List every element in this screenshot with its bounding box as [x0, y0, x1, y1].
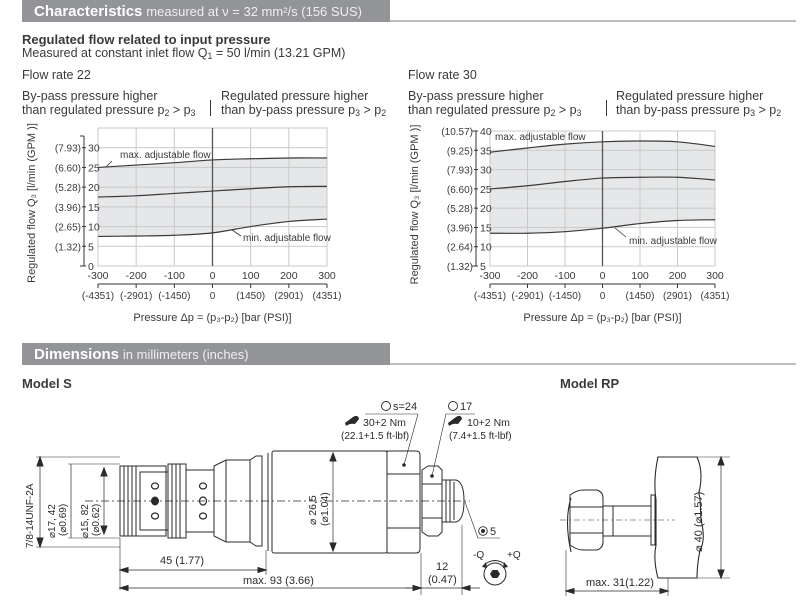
minus-q-label: -Q: [473, 550, 485, 561]
svg-text:-200: -200: [125, 270, 147, 282]
svg-text:(1.32): (1.32): [54, 242, 81, 254]
chart-heading: Regulated flow related to input pressure: [22, 32, 271, 47]
svg-text:(6.60): (6.60): [54, 163, 81, 175]
svg-text:40: 40: [480, 126, 492, 138]
svg-text:min. adjustable flow: min. adjustable flow: [629, 236, 717, 247]
svg-text:(7.93): (7.93): [54, 143, 81, 155]
svg-text:(2901): (2901): [274, 291, 304, 302]
svg-text:15: 15: [88, 201, 100, 214]
svg-text:(-4351): (-4351): [81, 291, 115, 302]
torque2-nm: 10+2 Nm: [467, 417, 510, 429]
svg-text:(6.60): (6.60): [446, 184, 473, 196]
svg-text:200: 200: [668, 270, 687, 282]
svg-text:(-4351): (-4351): [473, 291, 507, 302]
svg-text:Pressure Δp = (p₃-p₂) [bar (PS: Pressure Δp = (p₃-p₂) [bar (PSI)]: [133, 312, 292, 324]
svg-text:-300: -300: [87, 270, 109, 282]
svg-text:20: 20: [88, 182, 100, 195]
svg-text:min. adjustable flow: min. adjustable flow: [243, 233, 331, 244]
torque1-nm: 30+2 Nm: [363, 417, 406, 429]
svg-text:(1.32): (1.32): [446, 262, 473, 273]
svg-text:25: 25: [88, 162, 100, 175]
svg-text:(7.93): (7.93): [446, 165, 473, 177]
chart2-region-divider: [606, 100, 607, 116]
svg-text:100: 100: [631, 270, 649, 282]
model-rp-drawing: [540, 390, 800, 600]
measured-note: [22, 46, 345, 61]
dia3-in-label: (⌀1.04): [319, 492, 331, 526]
rp-dia-label: ⌀ 40 (⌀1.57): [693, 491, 705, 552]
svg-text:0: 0: [209, 291, 216, 302]
right-region-line2: than by-pass pressure p: [616, 103, 751, 117]
dimensions-rule: [390, 363, 796, 365]
svg-text:(5.28): (5.28): [446, 204, 473, 216]
svg-text:(5.28): (5.28): [54, 183, 81, 195]
svg-text:(10.57): (10.57): [441, 127, 473, 138]
measured-sub: 1: [207, 51, 213, 61]
characteristics-title: Characteristics: [34, 3, 143, 20]
measured-suffix: = 50 l/min (13.21 GPM): [212, 46, 346, 60]
measured-prefix: Measured at constant inlet flow Q: [22, 46, 208, 60]
svg-text:(9.25): (9.25): [446, 146, 473, 158]
svg-text:-200: -200: [516, 270, 539, 282]
svg-text:(2.65): (2.65): [54, 222, 81, 234]
svg-text:-100: -100: [554, 270, 576, 282]
svg-text:Pressure Δp = (p₃-p₂) [bar (PS: Pressure Δp = (p₃-p₂) [bar (PSI)]: [523, 312, 682, 324]
characteristics-subtitle: measured at ν = 32 mm²/s (156 SUS): [146, 4, 362, 19]
chart2-left-region-label: By-pass pressure higher than regulated pressure $p_2 > p_3$: [408, 89, 582, 118]
torque-wrench-icon: [345, 416, 359, 426]
svg-text:30: 30: [480, 164, 492, 177]
thread-label: 7/8-14UNF-2A: [25, 483, 36, 548]
svg-text:(3.96): (3.96): [54, 202, 81, 214]
chart2-right-region-label: Regulated pressure higher than by-pass pressure $p_3 > p_2$: [616, 89, 782, 118]
svg-text:300: 300: [318, 270, 336, 282]
torque2-ftlbf: (7.4+1.5 ft-lbf): [449, 431, 512, 442]
svg-text:25: 25: [480, 183, 492, 196]
characteristics-rule: [390, 20, 796, 22]
svg-text:30: 30: [88, 142, 100, 155]
svg-text:0: 0: [599, 270, 606, 282]
model-rp-label: Model RP: [560, 376, 620, 391]
hex-key-size: 5: [490, 526, 497, 538]
svg-text:max. adjustable flow: max. adjustable flow: [495, 132, 586, 143]
model-s-label: Model S: [22, 376, 72, 391]
dia1-mm-label: ⌀17, 42: [47, 504, 58, 538]
svg-text:300: 300: [706, 270, 724, 282]
dia2-mm-label: ⌀15, 82: [80, 504, 91, 538]
svg-text:(3.96): (3.96): [446, 223, 473, 235]
chart-flow-rate-30: [400, 118, 800, 328]
svg-text:15: 15: [480, 222, 492, 235]
dia1-in-label: (⌀0.69): [58, 503, 69, 536]
svg-text:(2901): (2901): [663, 291, 692, 302]
svg-text:-100: -100: [163, 270, 185, 282]
length-max93-label: max. 93 (3.66): [243, 575, 314, 587]
dia3-mm-label: ⌀ 26,5: [307, 495, 319, 525]
svg-text:5: 5: [480, 261, 486, 273]
model-s-drawing: [0, 390, 540, 600]
svg-text:(-1450): (-1450): [158, 291, 191, 302]
svg-text:(-1450): (-1450): [548, 291, 582, 302]
svg-text:0: 0: [599, 291, 606, 302]
dimensions-subtitle: in millimeters (inches): [122, 347, 249, 362]
svg-text:20: 20: [480, 203, 492, 216]
right-region-line1: Regulated pressure higher: [221, 89, 369, 103]
left-region-line1: By-pass pressure higher: [22, 89, 158, 103]
length-12-label: 12: [436, 561, 449, 573]
svg-text:200: 200: [280, 270, 298, 282]
wrench1-size: s=24: [393, 401, 418, 413]
svg-text:0: 0: [88, 261, 94, 273]
left-region-line1: By-pass pressure higher: [408, 89, 544, 103]
chart1-title: Flow rate 22: [22, 68, 91, 82]
dimensions-title: Dimensions: [34, 346, 120, 363]
right-region-line1: Regulated pressure higher: [616, 89, 764, 103]
torque1-ftlbf: (22.1+1.5 ft-lbf): [341, 431, 410, 442]
svg-text:10: 10: [480, 241, 492, 254]
svg-text:(4351): (4351): [700, 291, 730, 302]
svg-text:(4351): (4351): [312, 291, 342, 302]
wrench2-size: 17: [460, 401, 473, 413]
dimensions-header: [22, 343, 390, 365]
svg-text:10: 10: [88, 221, 100, 234]
chart2-title: Flow rate 30: [408, 68, 477, 82]
characteristics-header: [22, 0, 390, 22]
svg-text:35: 35: [480, 145, 492, 158]
rp-length-label: max. 31(1.22): [586, 577, 654, 589]
svg-text:100: 100: [241, 270, 260, 282]
plus-q-label: +Q: [507, 550, 521, 561]
chart1-left-region-label: By-pass pressure higher than regulated pressure $p_2 > p_3$: [22, 89, 196, 118]
svg-text:(-2901): (-2901): [120, 291, 153, 302]
svg-text:5: 5: [88, 241, 94, 254]
dia2-in-label: (⌀0.62): [91, 503, 102, 536]
chart1-right-region-label: Regulated pressure higher than by-pass pressure $p_3 > p_2$: [221, 89, 387, 118]
chart-flow-rate-22: [0, 118, 400, 328]
adjust-direction-icon: [482, 561, 508, 586]
svg-text:(-2901): (-2901): [511, 291, 544, 302]
svg-text:0: 0: [209, 270, 216, 282]
svg-text:(1450): (1450): [236, 291, 266, 302]
svg-text:max. adjustable flow: max. adjustable flow: [120, 150, 211, 161]
svg-text:Regulated flow Q₃ [l/min (GPM: Regulated flow Q₃ [l/min (GPM )]: [26, 123, 38, 283]
length-45-label: 45 (1.77): [160, 555, 205, 567]
svg-text:(1450): (1450): [625, 291, 655, 302]
torque-wrench-icon-2: [448, 416, 462, 426]
chart1-region-divider: [210, 100, 211, 116]
right-region-line2: than by-pass pressure p: [221, 103, 356, 117]
left-region-line2: than regulated pressure p: [408, 103, 551, 117]
svg-text:-300: -300: [479, 270, 501, 282]
svg-text:(2.64): (2.64): [446, 242, 473, 254]
length-12-in-label: (0.47): [428, 574, 457, 586]
svg-text:Regulated flow Q₃ [l/min (GPM: Regulated flow Q₃ [l/min (GPM )]: [409, 124, 421, 285]
left-region-line2: than regulated pressure p: [22, 103, 165, 117]
